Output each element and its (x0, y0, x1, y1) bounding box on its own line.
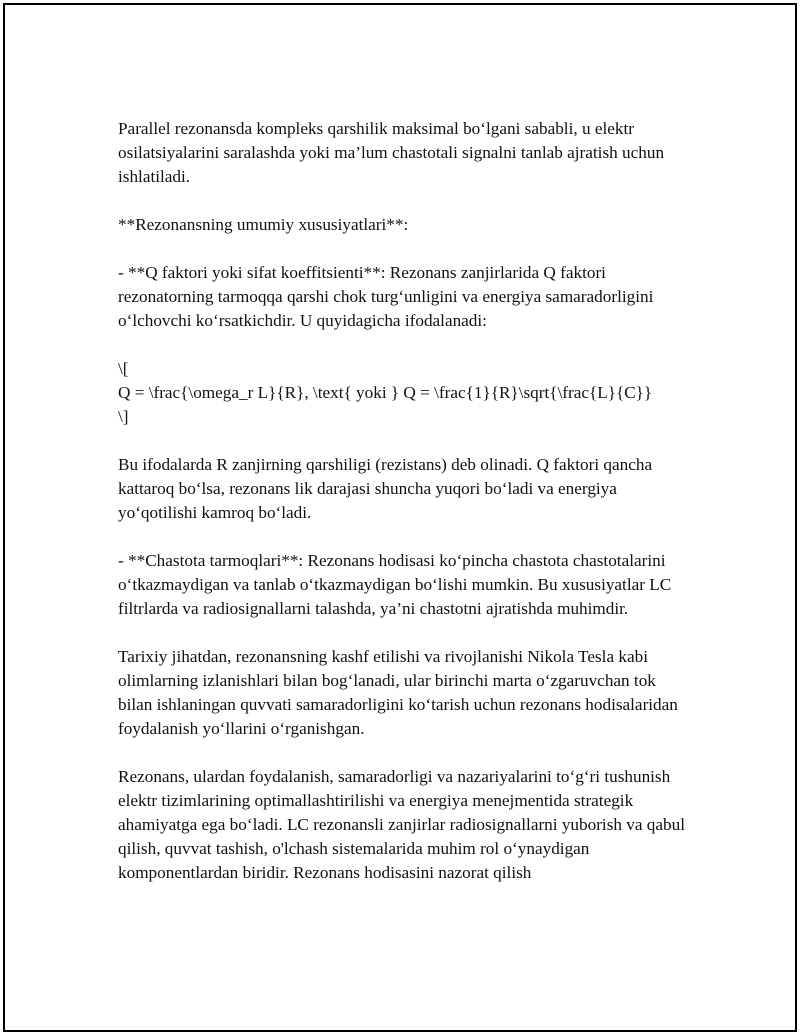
paragraph-frequency-bands: - **Chastota tarmoqlari**: Rezonans hodisasi ko‘pincha chastota chastotalarini o‘tkazmaydigan va tanlab o‘tkazmaydigan bo‘lishi mumkin. Bu xususiyatlar LC filtrlarda va radiosignallarni talashda, ya’ni chastotni ajratishda muhimdir. (118, 551, 676, 618)
paragraph-parallel-resonance: Parallel rezonansda kompleks qarshilik maksimal bo‘lgani sababli, u elektr osilatsiyalarini saralashda yoki ma’lum chastotali signalni tanlab ajratish uchun ishlatiladi. (118, 119, 669, 186)
paragraph-conclusion: Rezonans, ulardan foydalanish, samaradorligi va nazariyalarini to‘g‘ri tushunish elektr tizimlarining optimallashtirilishi va energiya menejmentida strategik ahamiyatga ega bo‘ladi. LC rezonansli zanjirlar radiosignallarni yuborish va qabul qilish, quvvat tashish, o'lchash sistemalarida muhim rol o‘ynaydigan komponentlardan biridir. Rezonans hodisasini nazorat qilish (118, 767, 690, 882)
paragraph-history: Tarixiy jihatdan, rezonansning kashf etilishi va rivojlanishi Nikola Tesla kabi olimlarning izlanishlari bilan bog‘lanadi, ular birinchi marta o‘zgaruvchan tok bilan ishlaningan quvvati samaradorligini ko‘tarish uchun rezonans hodisalaridan foydalanish yo‘llarini o‘rganishgan. (118, 647, 683, 738)
paragraph-q-factor-explanation: Bu ifodalarda R zanjirning qarshiligi (rezistans) deb olinadi. Q faktori qancha kattaroq bo‘lsa, rezonans lik darajasi shuncha yuqori bo‘ladi va energiya yo‘qotilishi kamroq bo‘ladi. (118, 455, 657, 522)
paragraph-q-factor: - **Q faktori yoki sifat koeffitsienti**: Rezonans zanjirlarida Q faktori rezonatorning tarmoqqa qarshi chok turg‘unligini va energiya samaradorligini o‘lchovchi ko‘rsatkichdir. U quyidagicha ifodalanadi: (118, 263, 658, 330)
heading-resonance-properties: **Rezonansning umumiy xususiyatlari**: (118, 215, 409, 234)
document-body (118, 117, 688, 909)
formula-q-factor: \[ Q = \frac{\omega_r L}{R}, \text{ yoki } Q = \frac{1}{R}\sqrt{\frac{L}{C}} \] (118, 359, 653, 426)
